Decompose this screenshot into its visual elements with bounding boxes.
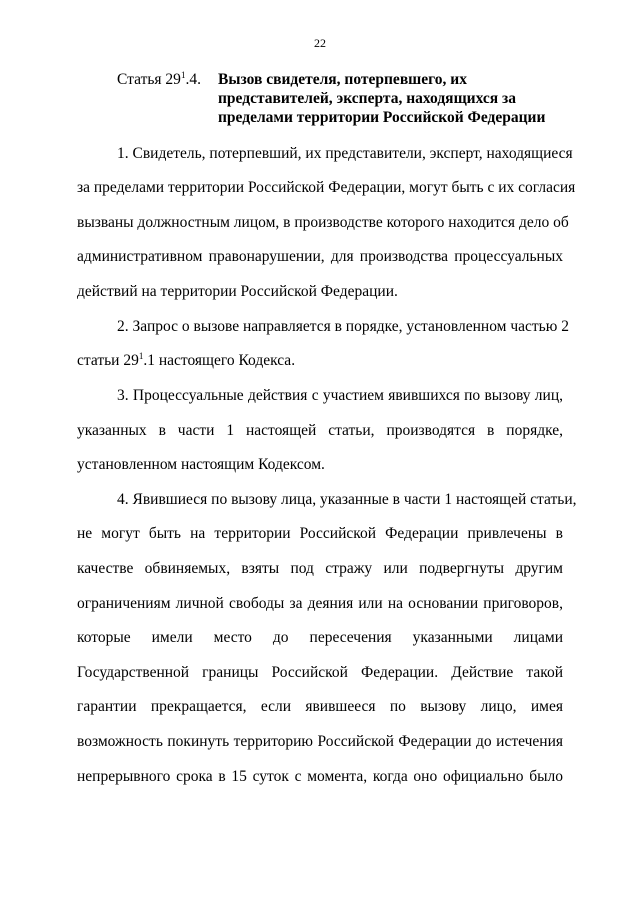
paragraph-4-line: 4. Явившиеся по вызову лица, указанные в части 1 настоящей статьи,	[117, 491, 577, 508]
paragraph-1-line: вызваны должностным лицом, в производстве которого находится дело об	[77, 214, 569, 231]
paragraph-1-line: 1. Свидетель, потерпевший, их представители, эксперт, находящиеся	[117, 145, 573, 162]
article-reference-superscript: 1	[138, 351, 144, 361]
article-number: Статья $29^1.4$.	[117, 70, 201, 88]
paragraph-4-line: которые имели место до пересечения указанными лицами	[77, 629, 563, 646]
paragraph-4-line: Государственной границы Российской Федерации. Действие такой	[77, 664, 563, 681]
page-number: 22	[314, 36, 326, 50]
paragraph-4-line: непрерывного срока в 15 суток с момента, когда оно официально было	[77, 768, 563, 785]
article-title	[218, 70, 563, 127]
article-title-line: пределами территории Российской Федерации	[218, 109, 546, 126]
paragraph-3-line: указанных в части 1 настоящей статьи, производятся в порядке,	[77, 422, 563, 439]
article-header	[117, 70, 577, 127]
paragraph-4-line: не могут быть на территории Российской Федерации привлечены в	[77, 525, 563, 542]
article-number-superscript: 1	[180, 70, 186, 80]
paragraph-1-line: административном правонарушении, для производства процессуальных	[77, 248, 563, 265]
paragraph-1-line: действий на территории Российской Федерации.	[77, 283, 398, 300]
paragraph-1-line: за пределами территории Российской Федерации, могут быть с их согласия	[77, 179, 576, 196]
paragraph-4-line: возможность покинуть территорию Российской Федерации до истечения	[77, 733, 563, 750]
article-title-line: представителей, эксперта, находящихся за	[218, 90, 517, 107]
paragraph-4-line: гарантии прекращается, если явившееся по вызову лицо, имея	[77, 698, 563, 715]
paragraph-3-line: 3. Процессуальные действия с участием явившихся по вызову лиц,	[117, 387, 563, 404]
paragraph-3-line: установленном настоящим Кодексом.	[77, 456, 325, 473]
paragraph-2-line: статьи $29^1.1$ настоящего Кодекса.	[77, 351, 296, 369]
paragraph-4-line: ограничениям личной свободы за деяния или на основании приговоров,	[77, 595, 563, 612]
paragraph-2-line: 2. Запрос о вызове направляется в порядке, установленном частью 2	[117, 318, 569, 335]
paragraph-4-line: качестве обвиняемых, взяты под стражу или подвергнуты другим	[77, 560, 563, 577]
article-title-line: Вызов свидетеля, потерпевшего, их	[218, 71, 467, 88]
